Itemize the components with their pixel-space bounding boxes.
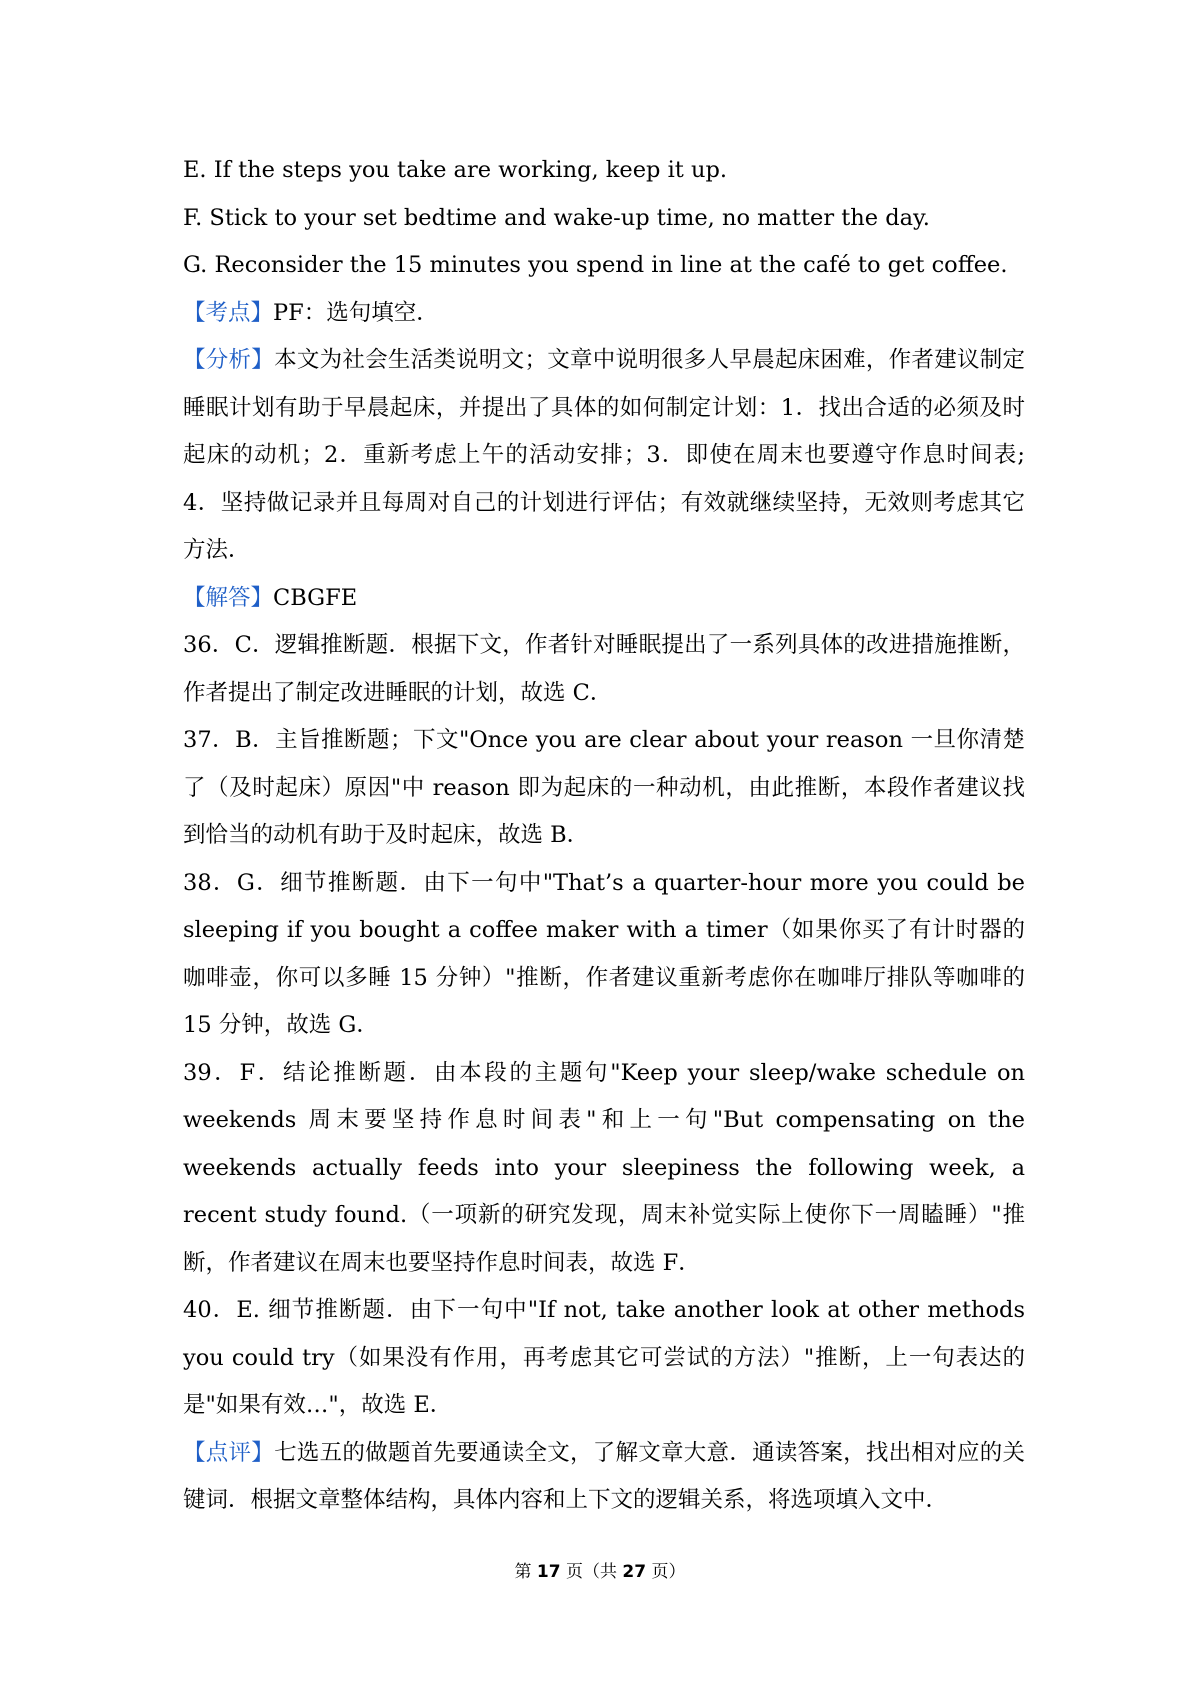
footer-prefix: 第 bbox=[514, 1562, 537, 1582]
footer-total-pages: 27 bbox=[622, 1562, 647, 1582]
dianping-text: 七选五的做题首先要通读全文，了解文章大意．通读答案，找出相对应的关键词．根据文章整体结构，具体内容和上下文的逻辑关系，将选项填入文中． bbox=[183, 1439, 1025, 1513]
answer-37: 37．B．主旨推断题；下文"Once you are clear about your reason 一旦你清楚了（及时起床）原因"中 reason 即为起床的一种动机，由此推断，本段作者建议找到恰当的动机有助于及时起床，故选 B． bbox=[183, 727, 1025, 848]
footer-middle: 页（共 bbox=[560, 1562, 623, 1582]
footer-page-number: 17 bbox=[536, 1562, 561, 1582]
dianping-label: 【点评】 bbox=[183, 1439, 275, 1466]
page-footer bbox=[0, 1557, 1200, 1582]
dianping-section bbox=[183, 1430, 1025, 1525]
footer-suffix: 页） bbox=[646, 1562, 686, 1582]
fenxi-text: 本文为社会生活类说明文；文章中说明很多人早晨起床困难，作者建议制定睡眠计划有助于早晨起床，并提出了具体的如何制定计划：1．找出合适的必须及时起床的动机；2．重新考虑上午的活动安排；3．即使在周末也要遵守作息时间表; 4．坚持做记录并且每周对自己的计划进行评估；有效就继续坚持，无效则考虑其它方法． bbox=[183, 347, 1025, 563]
jieda-text: CBGFE bbox=[273, 584, 358, 611]
answer-38: 38．G．细节推断题．由下一句中"That’s a quarter-hour more you could be sleeping if you bought a coffee maker with a timer（如果你买了有计时器的咖啡壶，你可以多睡 15 分钟）"推断，作者建议重新考虑你在咖啡厅排队等咖啡的 15 分钟，故选 G． bbox=[183, 869, 1025, 1038]
kaodian-section bbox=[183, 290, 1025, 338]
kaodian-label: 【考点】 bbox=[183, 299, 274, 326]
page-content bbox=[183, 147, 1025, 1525]
fenxi-section bbox=[183, 337, 1025, 575]
option-e: E. If the steps you take are working, keep it up. bbox=[183, 157, 728, 183]
jieda-section bbox=[183, 575, 1025, 623]
answer-39: 39．F．结论推断题．由本段的主题句"Keep your sleep/wake schedule on weekends 周末要坚持作息时间表"和上一句"But compensating on the weekends actually feeds into your sleepiness the following week, a recent study found.（一项新的研究发现，周末补觉实际上使你下一周瞌睡）"推断，作者建议在周末也要坚持作息时间表，故选 F． bbox=[183, 1059, 1025, 1276]
option-f: F. Stick to your set bedtime and wake-up time, no matter the day. bbox=[183, 204, 930, 231]
jieda-label: 【解答】 bbox=[183, 584, 274, 611]
fenxi-label: 【分析】 bbox=[183, 347, 275, 373]
answer-36: 36．C．逻辑推断题．根据下文，作者针对睡眠提出了一系列具体的改进措施推断，作者提出了制定改进睡眠的计划，故选 C． bbox=[183, 632, 1025, 706]
answer-40: 40．E. 细节推断题．由下一句中"If not, take another look at other methods you could try（如果没有作用，再考虑其它可尝试的方法）"推断，上一句表达的是"如果有效…"，故选 E． bbox=[183, 1297, 1025, 1418]
option-g: G. Reconsider the 15 minutes you spend in line at the café to get coffee. bbox=[183, 252, 1008, 278]
kaodian-text: PF：选句填空． bbox=[273, 299, 439, 326]
